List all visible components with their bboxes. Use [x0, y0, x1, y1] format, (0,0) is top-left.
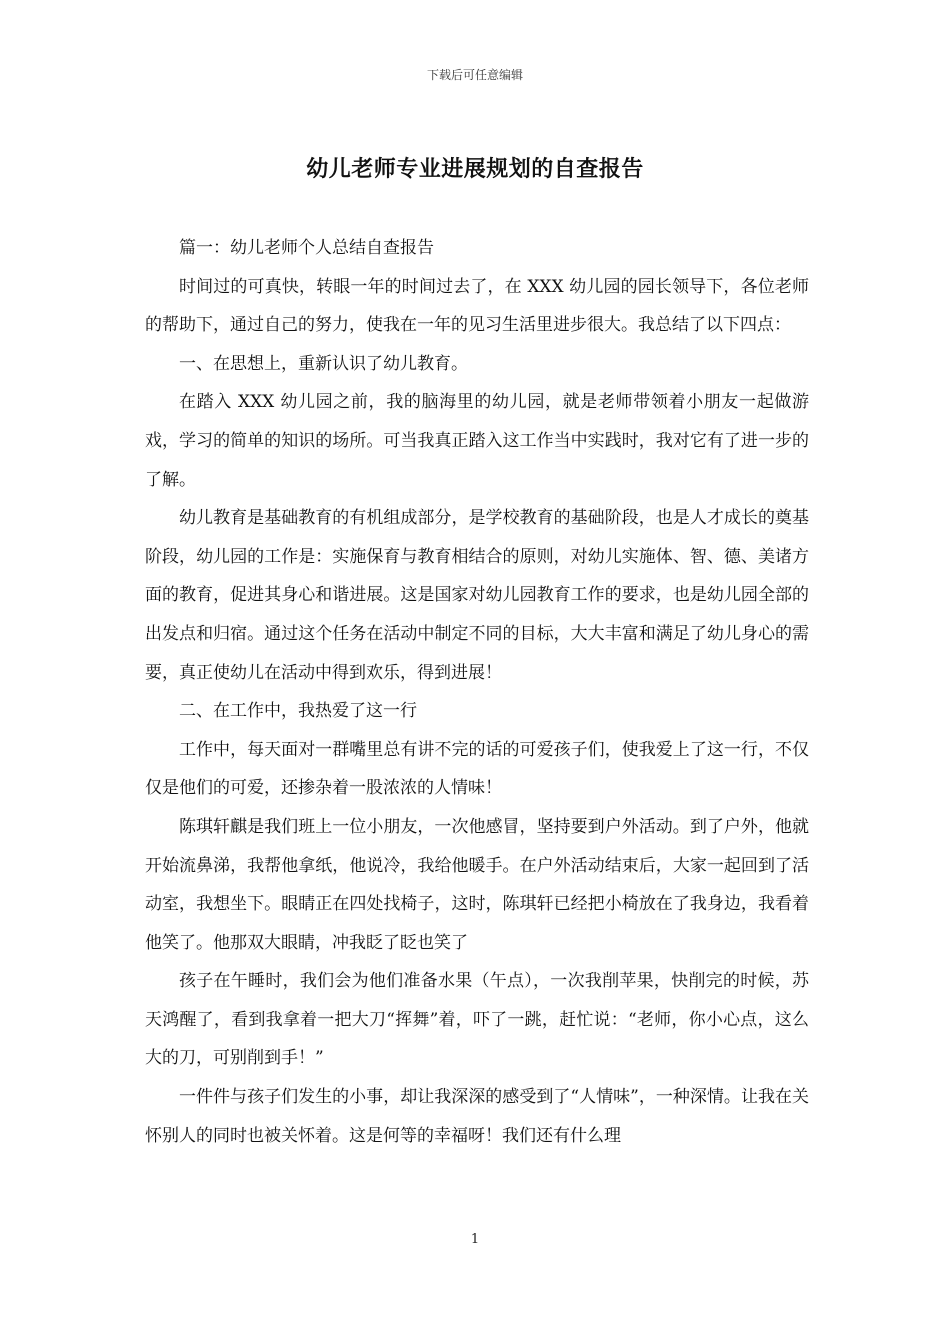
paragraph: 工作中，每天面对一群嘴里总有讲不完的话的可爱孩子们，使我爱上了这一行，不仅仅是他们的可爱，还掺杂着一股浓浓的人情味！ [145, 739, 809, 799]
paragraph: 篇一：幼儿老师个人总结自查报告 [179, 238, 434, 258]
paragraph: 一件件与孩子们发生的小事，却让我深深的感受到了“人情味”，一种深情。让我在关怀别人的同时也被关怀着。这是何等的幸福呀！我们还有什么理 [145, 1087, 809, 1146]
paragraph: 一、在思想上，重新认识了幼儿教育。 [179, 353, 468, 374]
paragraph: 二、在工作中，我热爱了这一行 [179, 701, 417, 722]
paragraph: 在踏入 XXX 幼儿园之前，我的脑海里的幼儿园，就是老师带领着小朋友一起做游戏，学习的简单的知识的场所。可当我真正踏入这工作当中实践时，我对它有了进一步的了解。 [145, 392, 809, 490]
header-note: 下载后可任意编辑 [426, 68, 523, 82]
paragraph: 孩子在午睡时，我们会为他们准备水果（午点），一次我削苹果，快削完的时候，苏天鸿醒了，看到我拿着一把大刀“挥舞”着，吓了一跳，赶忙说：“老师，你小心点，这么大的刀，可别削到手！” [145, 971, 809, 1069]
page-title: 幼儿老师专业进展规划的自查报告 [306, 156, 644, 182]
page-number: 1 [470, 1232, 480, 1247]
paragraph: 陈琪轩麒是我们班上一位小朋友，一次他感冒，坚持要到户外活动。到了户外，他就开始流鼻涕，我帮他拿纸，他说冷，我给他暖手。在户外活动结束后，大家一起回到了活动室，我想坐下。眼睛正在四处找椅子，这时，陈琪轩已经把小椅放在了我身边，我看着他笑了。他那双大眼睛，冲我眨了眨也笑了 [145, 816, 809, 953]
paragraph: 时间过的可真快，转眼一年的时间过去了，在 XXX 幼儿园的园长领导下，各位老师的帮助下，通过自己的努力，使我在一年的见习生活里进步很大。我总结了以下四点： [145, 276, 809, 336]
body-text [145, 229, 809, 1155]
paragraph: 幼儿教育是基础教育的有机组成部分，是学校教育的基础阶段，也是人才成长的奠基阶段，幼儿园的工作是：实施保育与教育相结合的原则，对幼儿实施体、智、德、美诸方面的教育，促进其身心和谐进展。这是国家对幼儿园教育工作的要求，也是幼儿园全部的出发点和归宿。通过这个任务在活动中制定不同的目标，大大丰富和满足了幼儿身心的需要，真正使幼儿在活动中得到欢乐，得到进展！ [145, 508, 809, 683]
